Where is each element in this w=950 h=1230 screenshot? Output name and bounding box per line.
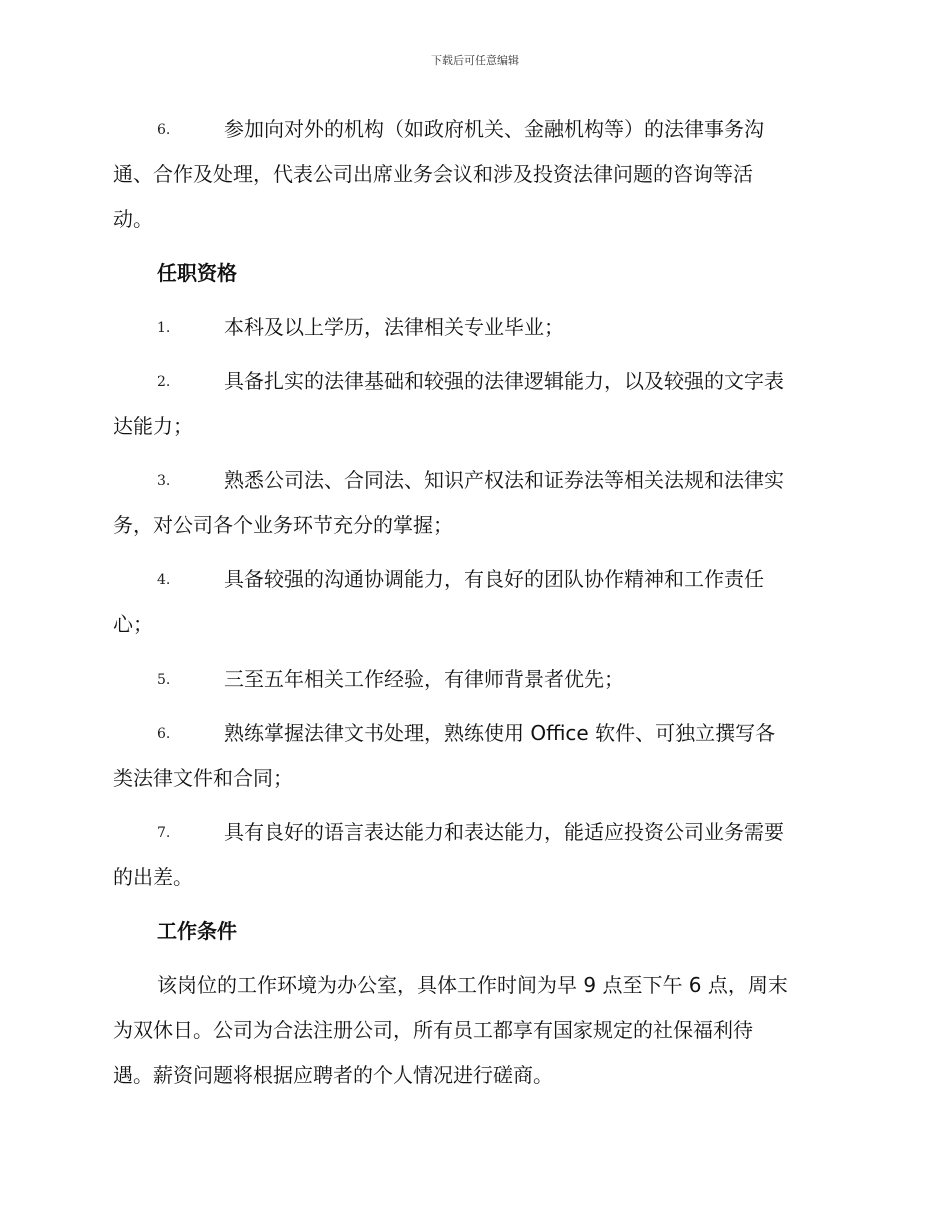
qualification-number: 4. bbox=[157, 572, 171, 588]
duty-item-text-line: 动。 bbox=[113, 207, 153, 231]
qualification-text-line: 本科及以上学历，法律相关专业毕业； bbox=[224, 315, 564, 339]
qualification-text-line: 三至五年相关工作经验，有律师背景者优先； bbox=[224, 667, 624, 691]
conditions-text-line: 遇。薪资问题将根据应聘者的个人情况进行磋商。 bbox=[113, 1063, 553, 1087]
qualification-number: 6. bbox=[157, 726, 171, 742]
qualification-text-line: 类法律文件和合同； bbox=[113, 766, 293, 790]
qualification-number: 3. bbox=[157, 473, 171, 489]
section-heading-qualifications: 任职资格 bbox=[157, 261, 237, 285]
qualification-text-line: 心； bbox=[113, 612, 153, 636]
qualification-number: 1. bbox=[157, 320, 171, 336]
qualification-number: 2. bbox=[157, 374, 171, 390]
qualification-text-line: 具有良好的语言表达能力和表达能力，能适应投资公司业务需要 bbox=[224, 820, 784, 844]
duty-item-number: 6. bbox=[157, 122, 171, 138]
qualification-number: 7. bbox=[157, 825, 171, 841]
conditions-text-line: 为双休日。公司为合法注册公司，所有员工都享有国家规定的社保福利待 bbox=[113, 1018, 753, 1042]
qualification-number: 5. bbox=[157, 672, 171, 688]
qualification-text-line: 的出差。 bbox=[113, 865, 193, 889]
section-heading-conditions: 工作条件 bbox=[157, 919, 237, 943]
qualification-text-line: 务，对公司各个业务环节充分的掌握； bbox=[113, 513, 453, 537]
page-header-note: 下载后可任意编辑 bbox=[431, 54, 519, 67]
conditions-text-line: 该岗位的工作环境为办公室，具体工作时间为早 9 点至下午 6 点，周末 bbox=[157, 973, 788, 997]
qualification-text-line: 具备较强的沟通协调能力，有良好的团队协作精神和工作责任 bbox=[224, 567, 764, 591]
qualification-text-line: 达能力； bbox=[113, 414, 193, 438]
duty-item-text-line: 通、合作及处理，代表公司出席业务会议和涉及投资法律问题的咨询等活 bbox=[113, 162, 753, 186]
duty-item-text-line: 参加向对外的机构（如政府机关、金融机构等）的法律事务沟 bbox=[224, 117, 764, 141]
qualification-text-line: 熟悉公司法、合同法、知识产权法和证券法等相关法规和法律实 bbox=[224, 468, 784, 492]
qualification-text-line: 具备扎实的法律基础和较强的法律逻辑能力，以及较强的文字表 bbox=[224, 369, 784, 393]
qualification-text-line: 熟练掌握法律文书处理，熟练使用 Office 软件、可独立撰写各 bbox=[224, 721, 776, 745]
